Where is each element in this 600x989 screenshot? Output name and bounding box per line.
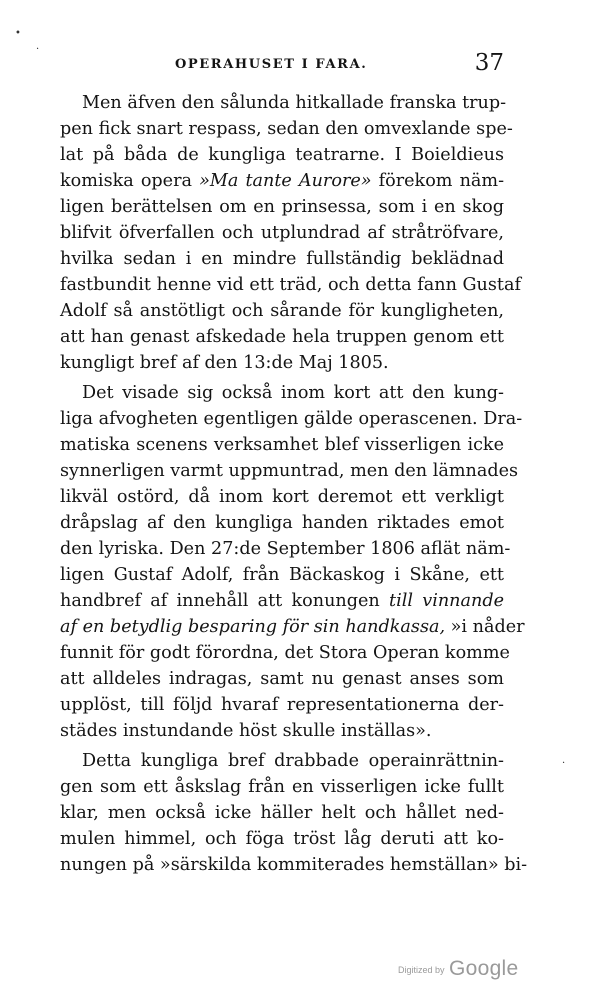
text-line: kungligt bref af den 13:de Maj 1805. — [60, 353, 389, 373]
text-line — [60, 168, 504, 194]
text-line: Det visade sig också inom kort att den kung- — [82, 383, 504, 403]
text-line: att alldeles indragas, samt nu genast anses som — [60, 669, 504, 689]
text-line: ligen berättelsen om en prinsessa, som i en skog — [60, 197, 504, 217]
text-line: klar, men också icke häller helt och hållet ned- — [60, 803, 504, 823]
opera-title: »Ma tante Aurore» — [199, 171, 372, 191]
google-logo: Google — [448, 957, 519, 980]
running-title: OPERAHUSET I FARA. — [175, 57, 368, 72]
text-line: Men äfven den sålunda hitkallade franska trup- — [82, 93, 507, 113]
text-line: liga afvogheten egentligen gälde operascenen. Dra- — [60, 409, 523, 429]
watermark-prefix: Digitized by — [398, 965, 445, 975]
text-line: synnerligen varmt uppmuntrad, men den lämnades — [60, 461, 519, 481]
text-line: att han genast afskedade hela truppen genom ett — [60, 327, 504, 347]
text-line: Adolf så anstötligt och sårande för kungligheten, — [60, 301, 504, 321]
scan-speck-mark-2: · — [36, 44, 40, 55]
text-span: komiska opera — [60, 171, 192, 191]
italic-quote: af en betydlig besparing för sin handkassa, — [60, 617, 446, 637]
text-line: städes instundande höst skulle inställas». — [60, 721, 432, 741]
text-line: ligen Gustaf Adolf, från Bäckaskog i Skåne, ett — [60, 565, 504, 585]
italic-quote: till vinnande — [389, 591, 504, 611]
page-number: 37 — [474, 50, 504, 76]
body-text — [60, 90, 528, 878]
text-line: pen fick snart respass, sedan den omvexlande spe- — [60, 119, 513, 139]
text-span: förekom näm- — [378, 171, 505, 191]
page-header — [60, 50, 504, 84]
text-line: likväl ostörd, då inom kort deremot ett verkligt — [60, 487, 504, 507]
text-line: dråpslag af den kungliga handen riktades emot — [60, 513, 504, 533]
text-line: Detta kungliga bref drabbade operainrättnin- — [82, 751, 504, 771]
text-line: funnit för godt förordna, det Stora Operan komme — [60, 643, 510, 663]
text-line: lat på båda de kungliga teatrarne. I Boieldieus — [60, 145, 504, 165]
text-line: blifvit öfverfallen och utplundrad af stråtröfvare, — [60, 223, 504, 243]
text-line — [60, 588, 504, 614]
text-span: »i nåder — [450, 617, 525, 637]
text-line: matiska scenens verksamhet blef visserligen icke — [60, 435, 504, 455]
text-line — [60, 614, 525, 640]
text-line: hvilka sedan i en mindre fullständig beklädnad — [60, 249, 504, 269]
scan-speck-mark: • — [15, 28, 21, 39]
text-line: upplöst, till följd hvaraf representationerna der- — [60, 695, 504, 715]
text-line: nungen på »särskilda kommiterades hemställan» bi- — [60, 855, 528, 875]
scan-speck-mark-3: · — [562, 758, 566, 769]
text-line: fastbundit henne vid ett träd, och detta fann Gustaf — [60, 275, 521, 295]
text-line: gen som ett åskslag från en visserligen icke fullt — [60, 777, 504, 797]
text-span: handbref af innehåll att konungen — [60, 591, 380, 611]
text-line: den lyriska. Den 27:de September 1806 aflät näm- — [60, 539, 511, 559]
text-line: mulen himmel, och föga tröst låg deruti att ko- — [60, 829, 504, 849]
digitized-by-google-watermark — [398, 957, 519, 981]
